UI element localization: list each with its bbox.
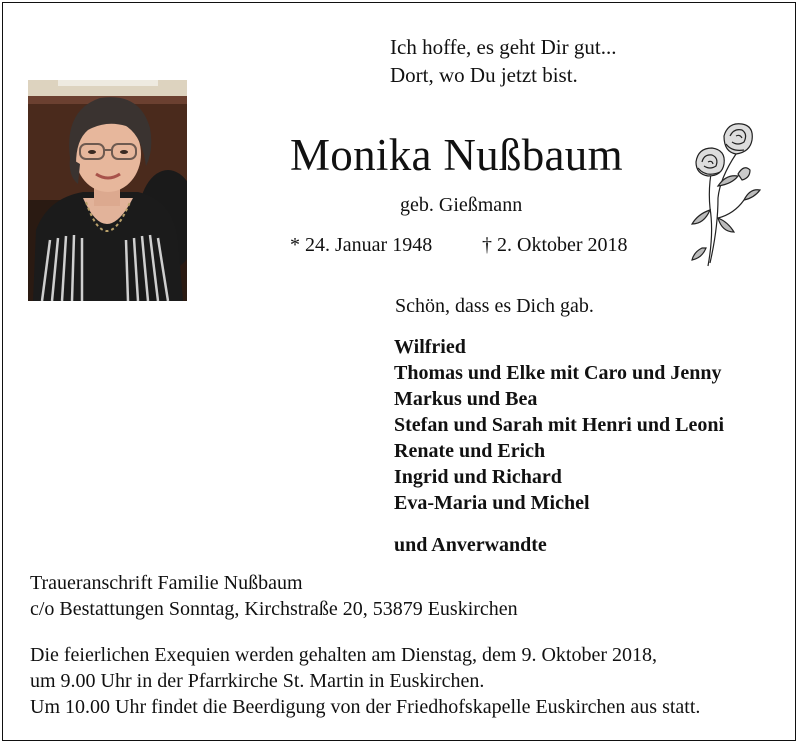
portrait-photo — [28, 80, 187, 301]
born-name: geb. Gießmann — [400, 194, 523, 216]
rose-illustration-icon — [688, 118, 762, 268]
relatives-line: und Anverwandte — [394, 534, 547, 556]
mourning-address — [30, 570, 518, 622]
service-info — [30, 642, 700, 720]
birth-date: * 24. Januar 1948 — [290, 234, 433, 256]
deceased-name: Monika Nußbaum — [290, 130, 623, 180]
mourner-entry: Renate und Erich — [394, 440, 546, 462]
mourner-entry: Eva-Maria und Michel — [394, 492, 590, 514]
mourner-entry: Markus und Bea — [394, 388, 538, 410]
service-line-3: Um 10.00 Uhr findet die Beerdigung von der Friedhofskapelle Euskirchen aus statt. — [30, 696, 701, 718]
mourner-entry: Thomas und Elke mit Caro und Jenny — [394, 362, 722, 384]
mourner-entry: Ingrid und Richard — [394, 466, 562, 488]
motto-quote — [390, 33, 616, 89]
service-line-2: um 9.00 Uhr in der Pfarrkirche St. Martin in Euskirchen. — [30, 670, 485, 692]
service-line-1: Die feierlichen Exequien werden gehalten am Dienstag, dem 9. Oktober 2018, — [30, 644, 658, 666]
mourner-entry: Wilfried — [394, 336, 466, 358]
death-date: † 2. Oktober 2018 — [482, 234, 628, 256]
motto-line-1: Ich hoffe, es geht Dir gut... — [390, 35, 617, 59]
mourner-entry: Stefan und Sarah mit Henri und Leoni — [394, 414, 725, 436]
motto-line-2: Dort, wo Du jetzt bist. — [390, 63, 578, 87]
address-line-1: Traueranschrift Familie Nußbaum — [30, 572, 303, 594]
closing-line: Schön, dass es Dich gab. — [395, 295, 594, 317]
mourners-list — [394, 334, 724, 516]
address-line-2: c/o Bestattungen Sonntag, Kirchstraße 20, 53879 Euskirchen — [30, 598, 518, 620]
